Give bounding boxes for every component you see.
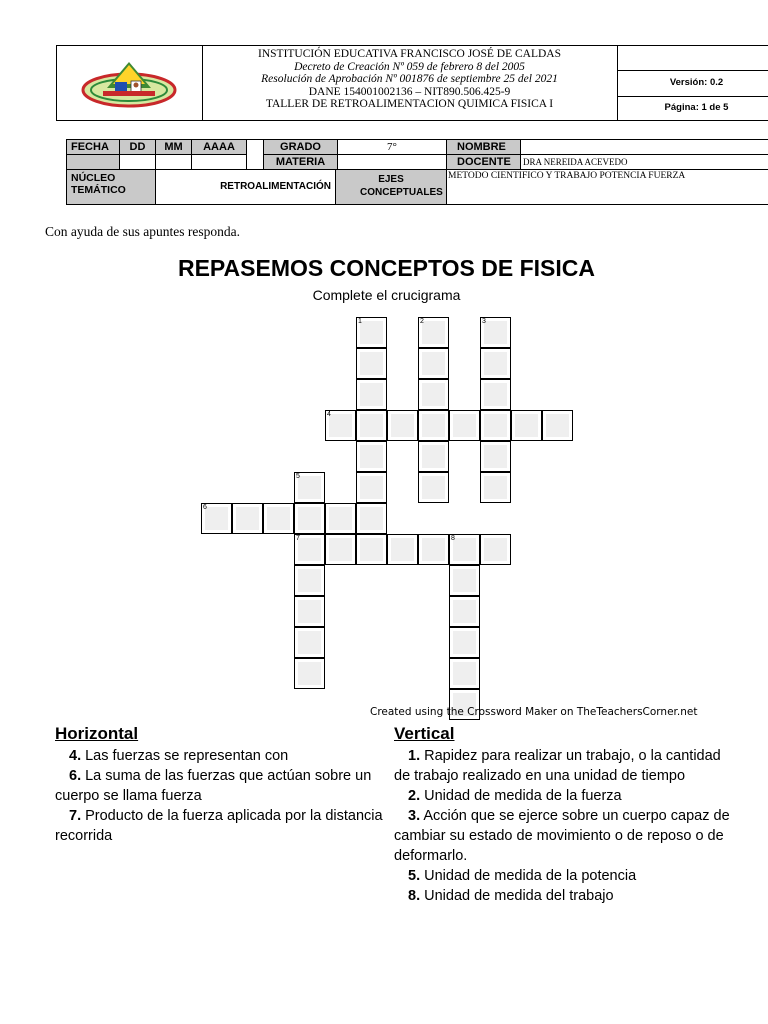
- crossword-cell[interactable]: [356, 534, 387, 565]
- crossword-cell[interactable]: [294, 534, 325, 565]
- cell-fill: [422, 321, 445, 344]
- cell-fill: [484, 321, 507, 344]
- crossword-cell[interactable]: [418, 441, 449, 472]
- clue-number: 1: [358, 318, 362, 325]
- vertical-clues: [394, 722, 734, 906]
- crossword-cell[interactable]: [480, 441, 511, 472]
- cell-fill: [360, 321, 383, 344]
- docente-label: DOCENTE: [447, 155, 521, 170]
- page-subtitle: Complete el crucigrama: [312, 287, 461, 303]
- crossword-cell[interactable]: [356, 348, 387, 379]
- crossword-cell[interactable]: [387, 534, 418, 565]
- crossword-cell[interactable]: [480, 534, 511, 565]
- crossword-cell[interactable]: [325, 534, 356, 565]
- crossword-cell[interactable]: [511, 410, 542, 441]
- horizontal-clues: [55, 722, 390, 846]
- crossword-cell[interactable]: [294, 565, 325, 596]
- ejes-label: EJES CONCEPTUALES: [336, 170, 447, 204]
- crossword-cell[interactable]: [294, 503, 325, 534]
- cell-fill: [360, 507, 383, 530]
- clue-number: 3: [482, 318, 486, 325]
- cell-fill: [298, 538, 321, 561]
- cell-fill: [484, 476, 507, 499]
- workshop-title: TALLER DE RETROALIMENTACION QUIMICA FISICA I: [265, 98, 554, 110]
- page-title: REPASEMOS CONCEPTOS DE FISICA: [177, 255, 596, 281]
- crossword-cell[interactable]: [480, 472, 511, 503]
- crossword-cell[interactable]: [449, 534, 480, 565]
- cell-fill: [329, 538, 352, 561]
- clue-number: 5: [296, 473, 300, 480]
- vertical-clue-2: 2. Unidad de medida de la fuerza: [408, 788, 622, 804]
- cell-fill: [484, 352, 507, 375]
- clue-number: 2: [420, 318, 424, 325]
- cell-fill: [360, 445, 383, 468]
- cell-fill: [298, 569, 321, 592]
- cell-fill: [484, 445, 507, 468]
- clue-number: 4: [327, 411, 331, 418]
- intro-text: Con ayuda de sus apuntes responda.: [45, 224, 240, 239]
- cell-fill: [298, 476, 321, 499]
- cell-fill: [329, 507, 352, 530]
- cell-fill: [391, 538, 414, 561]
- nombre-label: NOMBRE: [447, 140, 521, 155]
- cell-fill: [546, 414, 569, 437]
- cell-fill: [422, 538, 445, 561]
- crossword-cell[interactable]: [418, 472, 449, 503]
- crossword-cell[interactable]: [356, 410, 387, 441]
- cell-fill: [453, 538, 476, 561]
- vertical-clue-1: 1. Rapidez para realizar un trabajo, o la cantidad de trabajo realizado en una unidad de tiempo: [394, 748, 721, 784]
- crossword-cell[interactable]: [263, 503, 294, 534]
- dane-line: DANE 154001002136 – NIT890.506.425-9: [308, 85, 511, 98]
- crossword-cell[interactable]: [480, 348, 511, 379]
- cell-fill: [391, 414, 414, 437]
- cell-fill: [360, 414, 383, 437]
- cell-fill: [267, 507, 290, 530]
- crossword-cell[interactable]: [418, 348, 449, 379]
- cell-fill: [360, 538, 383, 561]
- cell-fill: [360, 476, 383, 499]
- grado-value: 7°: [338, 140, 447, 155]
- cell-fill: [298, 631, 321, 654]
- cell-fill: [515, 414, 538, 437]
- crossword-cell[interactable]: [418, 534, 449, 565]
- page-label: Página: 1 de 5: [664, 102, 729, 113]
- crossword-cell[interactable]: [294, 596, 325, 627]
- cell-fill: [484, 538, 507, 561]
- crossword-cell[interactable]: [480, 317, 511, 348]
- horizontal-heading: Horizontal: [55, 724, 139, 743]
- crossword-cell[interactable]: [480, 410, 511, 441]
- crossword-cell[interactable]: [387, 410, 418, 441]
- vertical-heading: Vertical: [394, 724, 455, 743]
- crossword-cell[interactable]: [418, 379, 449, 410]
- resolution-line: Resolución de Aprobación Nº 001876 de septiembre 25 del 2021: [261, 73, 558, 85]
- cell-fill: [453, 662, 476, 685]
- decree-line: Decreto de Creación Nº 059 de febrero 8 del 2005: [294, 60, 525, 73]
- cell-fill: [298, 600, 321, 623]
- crossword-cell[interactable]: [294, 658, 325, 689]
- crossword-cell[interactable]: [356, 379, 387, 410]
- vertical-clue-8: 8. Unidad de medida del trabajo: [408, 888, 614, 904]
- crossword-cell[interactable]: [480, 379, 511, 410]
- horizontal-clue-4: 4. Las fuerzas se representan con: [69, 748, 289, 764]
- vertical-clue-5: 5. Unidad de medida de la potencia: [408, 868, 637, 884]
- version-label: Versión: 0.2: [618, 70, 768, 97]
- grado-label: GRADO: [264, 140, 338, 155]
- cell-fill: [484, 414, 507, 437]
- nucleo-value: RETROALIMENTACIÓN: [156, 170, 336, 204]
- ejes-value: METODO CIENTIFICO Y TRABAJO POTENCIA FUERZA: [448, 171, 686, 181]
- cell-fill: [298, 662, 321, 685]
- cell-fill: [484, 383, 507, 406]
- vertical-clue-3: 3. Acción que se ejerce sobre un cuerpo capaz de cambiar su estado de movimiento o de reposo o de deformarlo.: [394, 808, 730, 864]
- cell-fill: [453, 569, 476, 592]
- clue-number: 8: [451, 535, 455, 542]
- crossword-cell[interactable]: [449, 658, 480, 689]
- cell-fill: [422, 383, 445, 406]
- institution-name: INSTITUCIÓN EDUCATIVA FRANCISCO JOSÉ DE CALDAS: [258, 48, 561, 60]
- crossword-cell[interactable]: [449, 627, 480, 658]
- cell-fill: [453, 414, 476, 437]
- crossword-cell[interactable]: [356, 441, 387, 472]
- fecha-label: FECHA: [67, 140, 120, 155]
- dd-label: DD: [120, 140, 156, 155]
- aaaa-label: AAAA: [192, 140, 247, 155]
- cell-fill: [329, 414, 352, 437]
- mm-label: MM: [156, 140, 192, 155]
- cell-fill: [360, 383, 383, 406]
- crossword-cell[interactable]: [294, 472, 325, 503]
- crossword-cell[interactable]: [325, 503, 356, 534]
- materia-label: MATERIA: [264, 155, 338, 170]
- cell-fill: [205, 507, 228, 530]
- crossword-cell[interactable]: [356, 317, 387, 348]
- cell-fill: [453, 600, 476, 623]
- cell-fill: [422, 414, 445, 437]
- cell-fill: [422, 445, 445, 468]
- clue-number: 6: [203, 504, 207, 511]
- cell-fill: [422, 352, 445, 375]
- crossword-cell[interactable]: [232, 503, 263, 534]
- cell-fill: [422, 476, 445, 499]
- crossword-cell[interactable]: [418, 410, 449, 441]
- crossword-cell[interactable]: [449, 410, 480, 441]
- docente-value: DRA NEREIDA ACEVEDO: [521, 155, 768, 170]
- cell-fill: [453, 631, 476, 654]
- cell-fill: [298, 507, 321, 530]
- crossword-cell[interactable]: [418, 317, 449, 348]
- crossword-cell[interactable]: [325, 410, 356, 441]
- cell-fill: [360, 352, 383, 375]
- crossword-cell[interactable]: [449, 596, 480, 627]
- crossword-cell[interactable]: [449, 565, 480, 596]
- horizontal-clue-6: 6. La suma de las fuerzas que actúan sobre un cuerpo se llama fuerza: [55, 768, 372, 804]
- cell-fill: [236, 507, 259, 530]
- crossword-cell[interactable]: [294, 627, 325, 658]
- clue-number: 7: [296, 535, 300, 542]
- nucleo-label: NÚCLEO TEMÁTICO: [67, 170, 156, 204]
- crossword-cell[interactable]: [201, 503, 232, 534]
- crossword-credit: Created using the Crossword Maker on TheTeachersCorner.net: [370, 706, 698, 718]
- crossword-cell[interactable]: [356, 503, 387, 534]
- horizontal-clue-7: 7. Producto de la fuerza aplicada por la distancia recorrida: [55, 808, 383, 844]
- crossword-cell[interactable]: [356, 472, 387, 503]
- crossword-cell[interactable]: [542, 410, 573, 441]
